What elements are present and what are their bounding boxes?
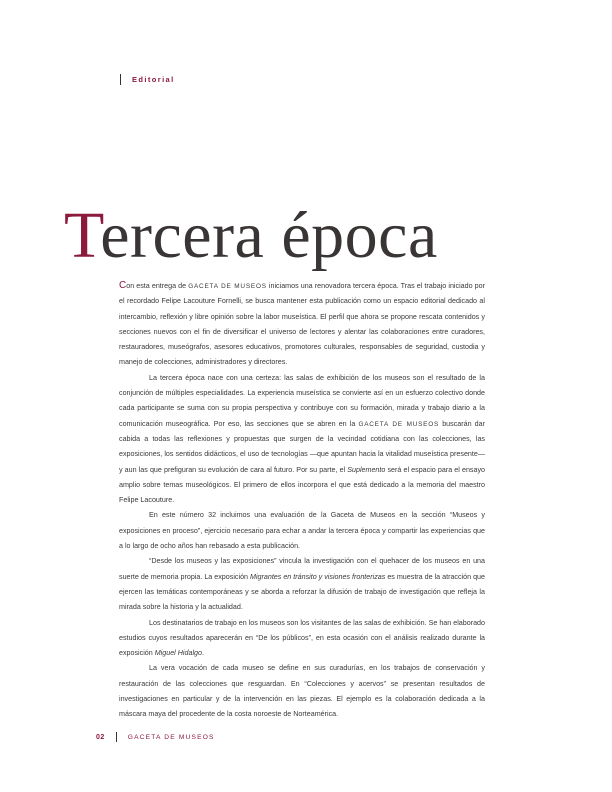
divider	[120, 74, 121, 85]
page-title	[64, 199, 438, 272]
emphasis: Suplemento	[347, 465, 386, 474]
title-rest: ercera época	[100, 199, 438, 272]
paragraph-2	[119, 371, 485, 509]
footer-publication: GACETA DE MUSEOS	[127, 733, 215, 741]
divider	[116, 732, 117, 742]
text-span: on esta entrega de	[126, 282, 189, 290]
paragraph-5	[119, 616, 485, 662]
text-span: Los destinatarios de trabajo en los museos son los visitantes de las salas de exhibición. Se han elaborado estudios cuyos resultados aparecerán en “De los públicos”, en esta ocasión con el análisis realizado durante la exposición	[119, 618, 485, 658]
title-first-letter: T	[64, 199, 101, 272]
text-span: La tercera época nace con una certeza: las salas de exhibición de los museos son el resultado de la conjunción de múltiples especialidades. La experiencia museística se convierte así en un esfuerzo colectivo donde cada participante se suma con su propia perspectiva y contribuye con su formación, mirada y trabajo diario a la comunicación museográfica. Por eso, las secciones que se abren en la	[119, 373, 485, 428]
emphasis: Miguel Hidalgo	[154, 649, 202, 658]
paragraph-3: En este número 32 incluimos una evaluación de la Gaceta de Museos en la sección “Museos y exposiciones en proceso”, ejercicio necesario para echar a andar la tercera época y compartir las experiencias que a lo largo de ocho años han rebasado a esta publicación.	[119, 511, 485, 551]
page-footer	[96, 731, 215, 743]
text-span: es muestra de la atracción que ejercen las temáticas contemporáneas y se aborda a reforzar la difusión de trabajo de investigación que refleja la mirada sobre la historia y la actualidad.	[119, 572, 485, 612]
text-span: iniciamos una renovadora tercera época. Tras el trabajo iniciado por el recordado Felipe Lacouture Fornelli, se busca mantener esta publicación como un espacio editorial dedicado al intercambio, reflexión y libre opinión sobre la labor museística. El perfil que ahora se propone rescata contenidos y secciones nuevos con el fin de diversificar el universo de lectores y alentar las colaboraciones entre curadores, restauradores, museógrafos, asesores educativos, promotores culturales, responsables de seguridad, custodia y manejo de colecciones, administradores y directores.	[119, 282, 485, 367]
text-span: buscarán dar cabida a todas las reflexiones y propuestas que surgen de la vecindad cotidiana con las colecciones, las exposiciones, los sentidos didácticos, el uso de tecnologías —que apuntan hacia la vitalidad museística presente— y aun las que prefiguran su evolución de cara al futuro. Por su parte, el	[119, 419, 485, 474]
publication-name: GACETA DE MUSEOS	[358, 420, 440, 428]
text-span: .	[201, 649, 204, 658]
text-span: será el espacio para el ensayo amplio sobre temas museológicos. El primero de ellos incorpora el que está dedicado a la memoria del maestro Felipe Lacouture.	[119, 465, 485, 505]
text-span: “Desde los museos y las exposiciones” vincula la investigación con el quehacer de los museos en una suerte de memoria propia. La exposición	[119, 557, 485, 581]
dropcap: C	[119, 280, 127, 291]
paragraph-4	[119, 554, 485, 615]
publication-name: GACETA DE MUSEOS	[188, 283, 267, 290]
paragraph-6: La vera vocación de cada museo se define en sus curadurías, en los trabajos de conservación y restauración de las colecciones que resguardan. En “Colecciones y acervos” se presentan resultados de investigaciones en particular y de la intervención en las piezas. El ejemplo es la colaboración dedicada a la máscara maya del procedente de la costa noroeste de Norteamérica.	[119, 664, 485, 719]
section-header	[120, 73, 175, 85]
emphasis: Migrantes en tránsito y visiones fronterizas	[250, 572, 386, 581]
section-label: Editorial	[132, 74, 175, 84]
paragraph-1	[119, 278, 485, 371]
page-number: 02	[96, 733, 105, 741]
article-body	[119, 278, 485, 723]
